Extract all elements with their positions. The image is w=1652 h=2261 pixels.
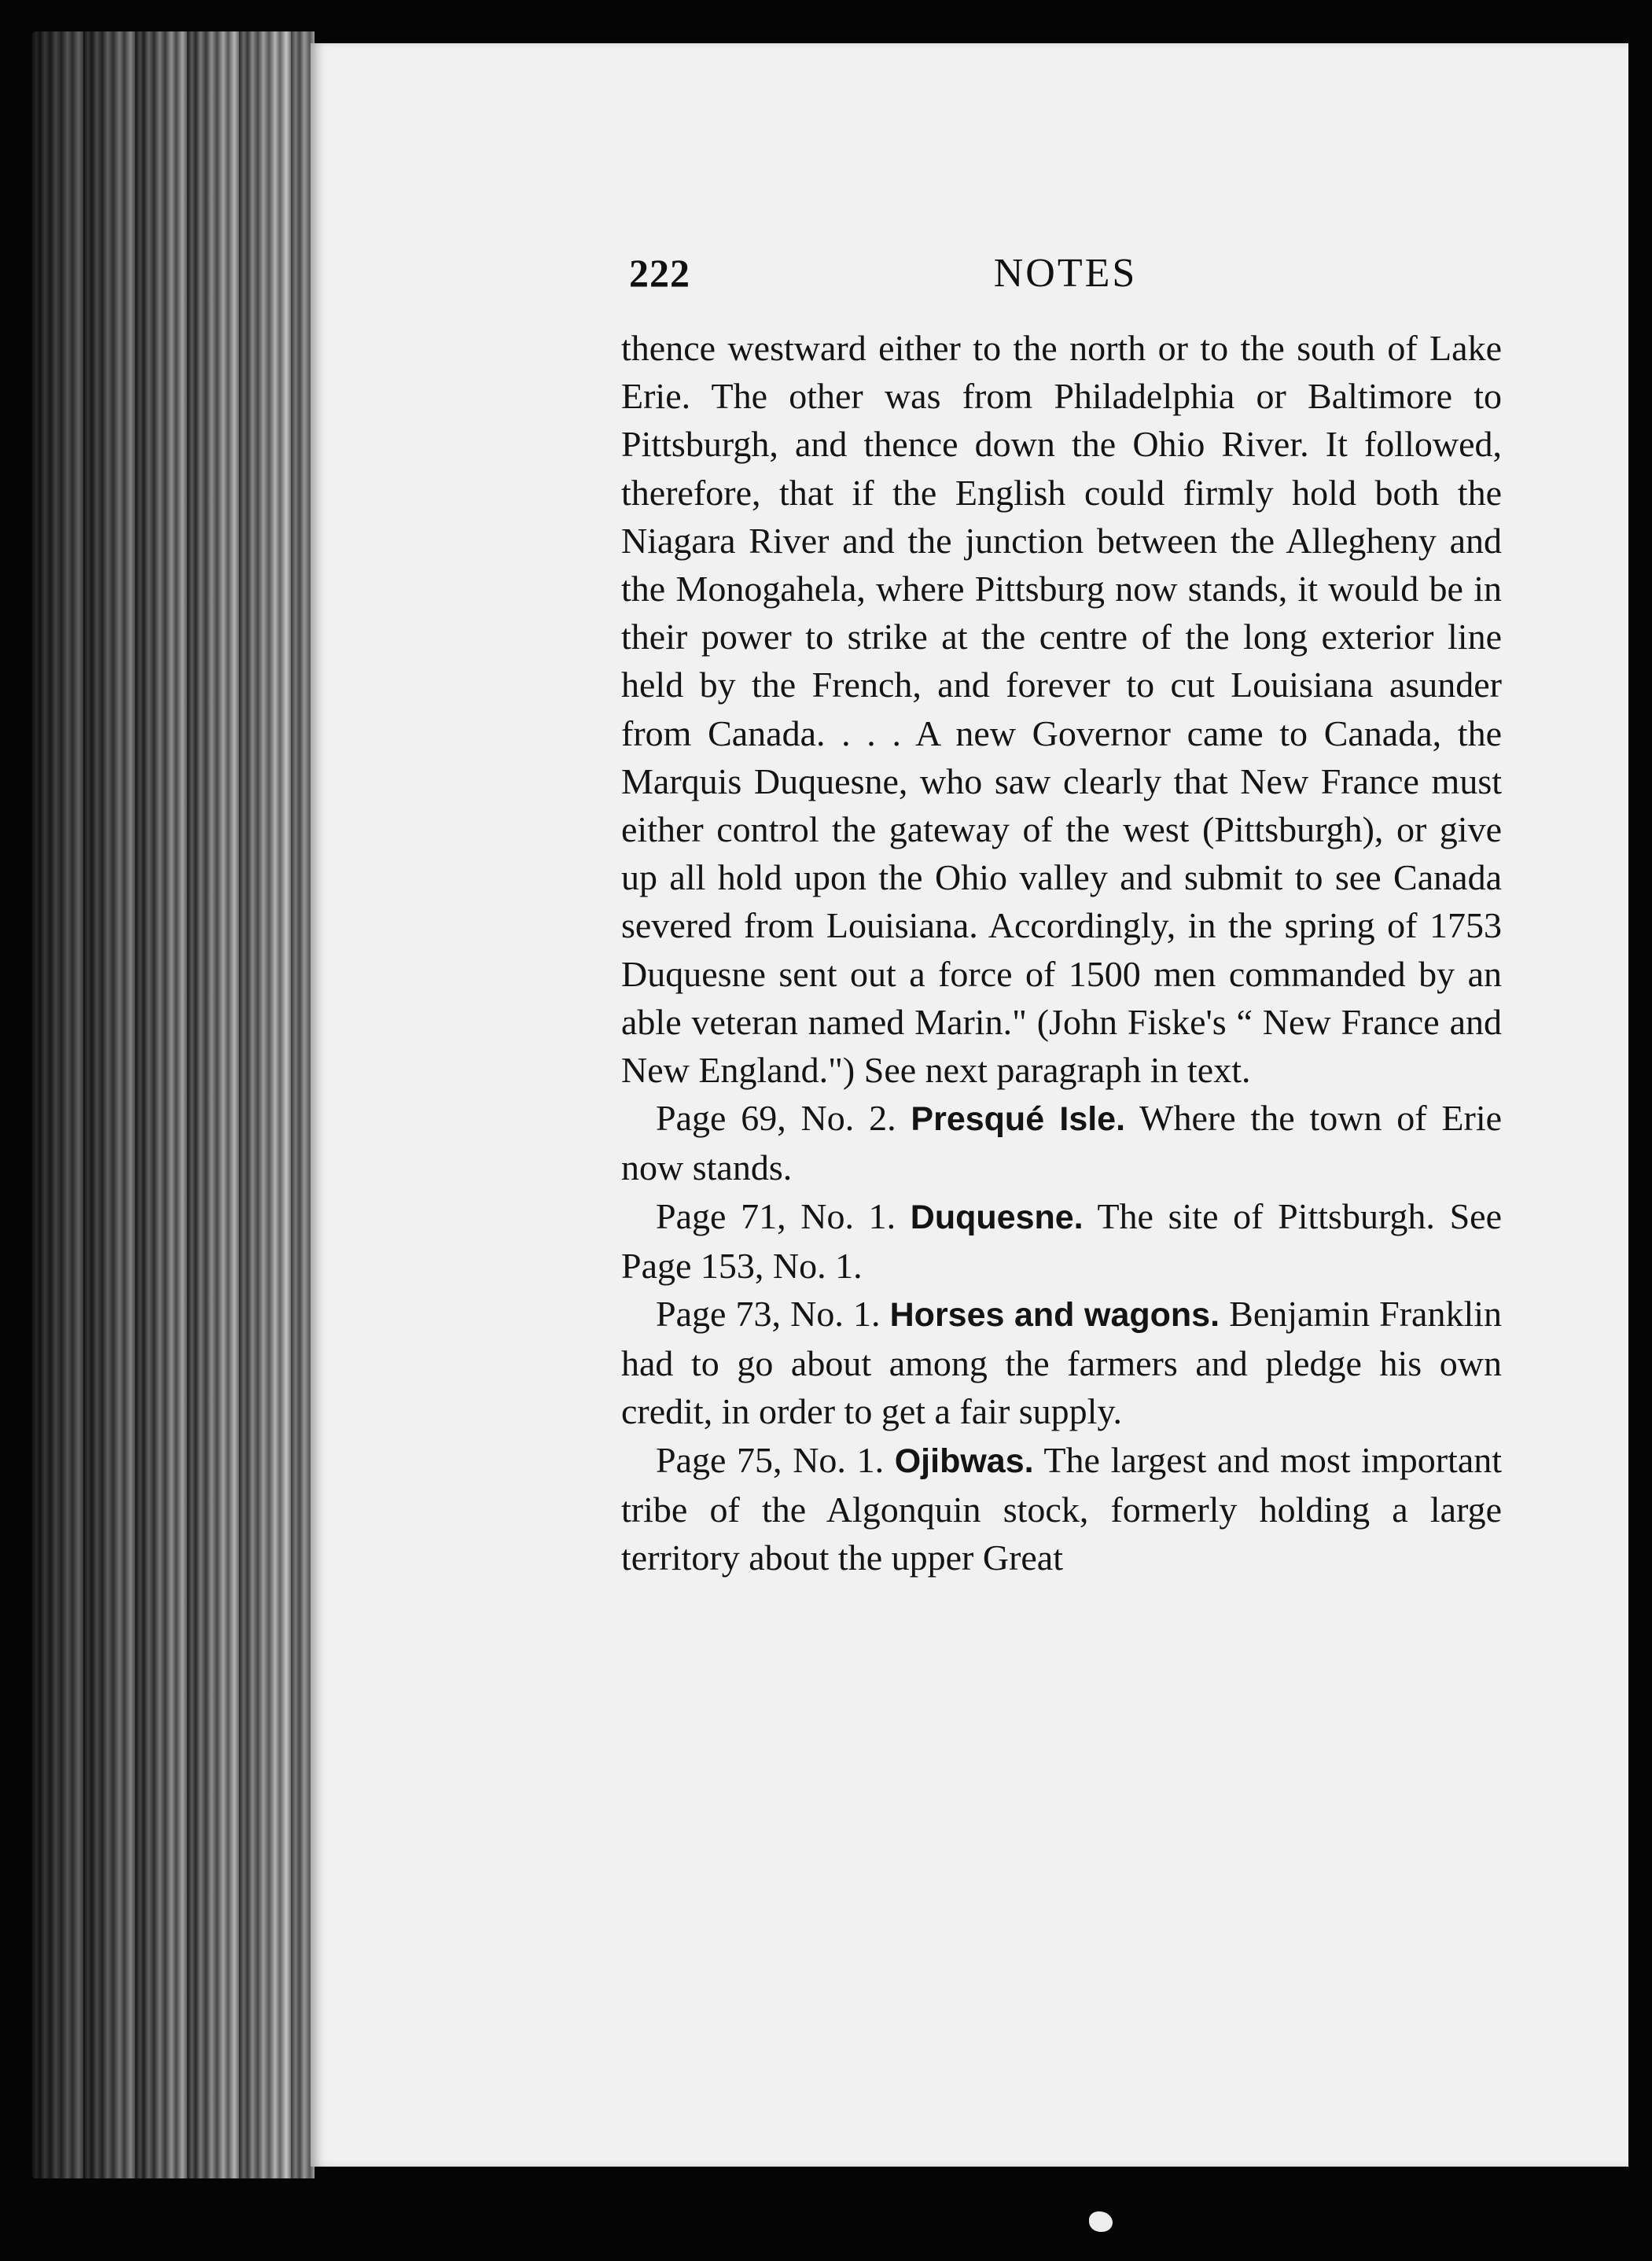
note-text: The site of Pittsburgh. See Page 153, No. 1. [621, 1195, 1503, 1286]
book-page-edges [31, 31, 315, 2178]
note-reference: Page 75, No. 1. [656, 1439, 885, 1480]
note-entry [621, 1436, 1502, 1582]
note-entry [621, 1192, 1502, 1290]
page-number: 222 [629, 251, 690, 295]
note-entry [621, 1290, 1502, 1436]
note-reference: Page 73, No. 1. [656, 1294, 881, 1335]
note-reference: Page 71, No. 1. [656, 1195, 896, 1236]
running-title: NOTES [993, 251, 1138, 296]
scan-fleck [1089, 2211, 1113, 2232]
note-term: Ojibwas. [894, 1442, 1034, 1480]
continued-paragraph: thence westward either to the north or to the south of Lake Erie. The other was from Philadelphia or Baltimore to Pittsburgh, and thence down the Ohio River. It followed, therefore, that if the English could firmly hold both the Niagara River and the junction between the Allegheny and the Monogahela, where Pittsburg now stands, it would be in their power to strike at the centre of the long exterior line held by the French, and forever to cut Louisiana asunder from Canada. . . . A new Governor came to Canada, the Marquis Duquesne, who saw clearly that New France must either control the gateway of the west (Pittsburgh), or give up all hold upon the Ohio valley and submit to see Canada severed from Louisiana. Accordingly, in the spring of 1753 Duquesne sent out a force of 1500 men commanded by an able veteran named Marin." (John Fiske's “ New France and New England.") See next paragraph in text. [621, 328, 1502, 1091]
note-entry [621, 1094, 1502, 1191]
notes-body [621, 324, 1502, 1582]
note-text: The largest and most important tribe of the Algonquin stock, formerly holding a large territory about the upper Great [621, 1439, 1503, 1578]
note-term: Duquesne. [910, 1198, 1084, 1236]
note-text: Where the town of Erie now stands. [621, 1098, 1503, 1188]
note-text: Benjamin Franklin had to go about among the farmers and pledge his own credit, in order to get a fair supply. [621, 1294, 1503, 1432]
note-reference: Page 69, No. 2. [656, 1098, 896, 1139]
note-term: Horses and wagons. [889, 1296, 1220, 1335]
running-head [629, 250, 1502, 305]
note-term: Presqué Isle. [911, 1100, 1126, 1139]
